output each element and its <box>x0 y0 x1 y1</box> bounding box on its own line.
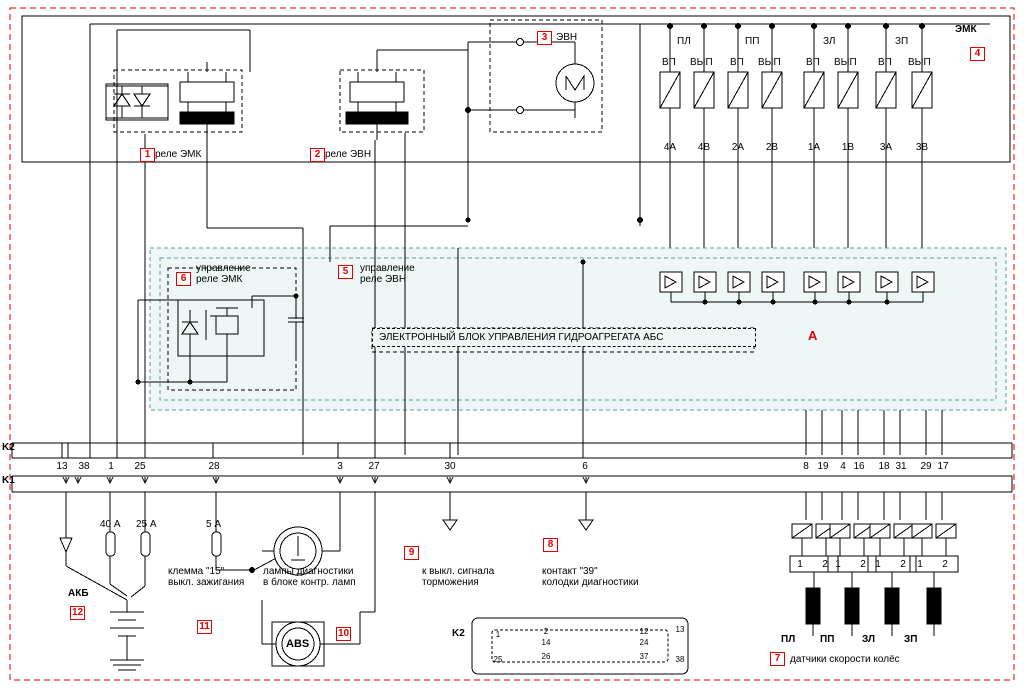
callout-3-label: ЭВН <box>556 32 578 43</box>
wheel-sensor-name-3: ЗП <box>904 634 918 645</box>
control-evn-label: управление реле ЭВН <box>360 263 415 285</box>
k2-terminal-18: 18 <box>878 461 890 472</box>
k2-terminal-38: 38 <box>78 461 90 472</box>
callout-11: 11 <box>197 620 212 634</box>
diag-contact-label: контакт "39" колодки диагностики <box>542 566 639 588</box>
callout-1-label: реле ЭМК <box>155 149 202 160</box>
k2-connector-label: K2 <box>452 628 465 639</box>
k2-terminal-19: 19 <box>817 461 829 472</box>
k2-terminal-3: 3 <box>337 461 343 472</box>
control-emk-label: управление реле ЭМК <box>196 263 251 285</box>
valve-term-1B: 1B <box>841 142 855 153</box>
k2-pin-14: 14 <box>541 638 551 647</box>
k2-terminal-4: 4 <box>840 461 846 472</box>
akb-label: АКБ <box>68 588 89 599</box>
wheel-sensor-name-1: ПП <box>820 634 835 645</box>
valve-channel-name-0: ПЛ <box>677 36 691 47</box>
wheel-sensor-name-2: ЗЛ <box>862 634 876 645</box>
k2-pin-2: 2 <box>543 627 549 636</box>
callout-4: 4 <box>970 47 985 61</box>
k2-terminal-13: 13 <box>56 461 68 472</box>
sensor-pin-1-1: 1 <box>835 559 841 570</box>
k2-pin-26: 26 <box>541 652 551 661</box>
valve-term-3B: 3B <box>915 142 929 153</box>
k2-pin-24: 24 <box>639 638 649 647</box>
k1-bar-label: K1 <box>2 475 15 486</box>
fuse-25a-label: 25 А <box>136 519 157 530</box>
callout-6: 6 <box>176 272 191 286</box>
callout-12: 12 <box>72 607 84 618</box>
fuse-40a-label: 40 А <box>100 519 121 530</box>
k2-terminal-25: 25 <box>134 461 146 472</box>
abs-lamp-label: ABS <box>286 638 310 650</box>
k2-bar-label: K2 <box>2 442 15 453</box>
valve-channel-name-2: ЗЛ <box>823 36 836 47</box>
sensor-pin-2-3: 2 <box>942 559 948 570</box>
valve-out-1: ВЫП <box>758 57 781 68</box>
valve-in-3: ВП <box>878 57 892 68</box>
valve-term-4B: 4B <box>697 142 711 153</box>
k2-pin-13: 13 <box>675 625 685 634</box>
valve-term-2B: 2B <box>765 142 779 153</box>
wheel-sensor-name-0: ПЛ <box>781 634 796 645</box>
valve-term-4A: 4A <box>663 142 677 153</box>
valve-term-2A: 2A <box>731 142 745 153</box>
fuse-5a-label: 5 А <box>206 519 222 530</box>
sensor-pin-2-1: 2 <box>860 559 866 570</box>
callout-1: 1 <box>140 148 155 162</box>
valve-channel-name-1: ПП <box>745 36 760 47</box>
valve-term-1A: 1A <box>807 142 821 153</box>
k2-terminal-16: 16 <box>853 461 865 472</box>
k2-terminal-17: 17 <box>937 461 949 472</box>
k2-pin-37: 37 <box>639 652 649 661</box>
callout-8: 8 <box>543 538 558 552</box>
valve-out-0: ВЫП <box>690 57 713 68</box>
emk-group-label: ЭМК <box>955 24 977 35</box>
callout-10: 10 <box>338 628 350 639</box>
k2-terminal-6: 6 <box>582 461 588 472</box>
k2-terminal-8: 8 <box>803 461 809 472</box>
brake-switch-label: к выкл. сигнала торможения <box>422 566 495 588</box>
callout-2: 2 <box>310 148 325 162</box>
k2-terminal-1: 1 <box>108 461 114 472</box>
callout-9: 9 <box>404 546 419 560</box>
k2-terminal-28: 28 <box>208 461 220 472</box>
k2-pin-1: 1 <box>495 630 501 639</box>
sensor-pin-2-0: 2 <box>822 559 828 570</box>
callout-3: 3 <box>537 31 552 45</box>
valve-in-0: ВП <box>662 57 676 68</box>
diag-lamps-label: лампы диагностики в блоке контр. ламп <box>263 566 356 588</box>
callout-2-label: реле ЭВН <box>325 149 372 160</box>
valve-channel-name-3: ЗП <box>895 36 909 47</box>
valve-in-2: ВП <box>806 57 820 68</box>
k2-pin-12: 12 <box>639 627 649 636</box>
k2-pin-38: 38 <box>675 655 685 664</box>
ecu-title: ЭЛЕКТРОННЫЙ БЛОК УПРАВЛЕНИЯ ГИДРОАГРЕГАТА АБС <box>372 328 756 347</box>
terminal15-label: клемма "15" выкл. зажигания <box>168 566 245 588</box>
sensor-pin-2-2: 2 <box>900 559 906 570</box>
sensor-pin-1-2: 1 <box>875 559 881 570</box>
valve-out-3: ВЫП <box>908 57 931 68</box>
k2-pin-25: 25 <box>493 655 503 664</box>
k2-terminal-27: 27 <box>368 461 380 472</box>
k2-terminal-29: 29 <box>920 461 932 472</box>
sensor-pin-1-0: 1 <box>797 559 803 570</box>
k2-terminal-30: 30 <box>444 461 456 472</box>
valve-out-2: ВЫП <box>834 57 857 68</box>
wheel-sensors-label: датчики скорости колёс <box>790 654 900 665</box>
callout-5: 5 <box>338 265 353 279</box>
valve-term-3A: 3A <box>879 142 893 153</box>
callout-7: 7 <box>770 652 785 666</box>
k2-terminal-31: 31 <box>895 461 907 472</box>
valve-in-1: ВП <box>730 57 744 68</box>
block-letter-a: A <box>808 328 818 343</box>
sensor-pin-1-3: 1 <box>917 559 923 570</box>
